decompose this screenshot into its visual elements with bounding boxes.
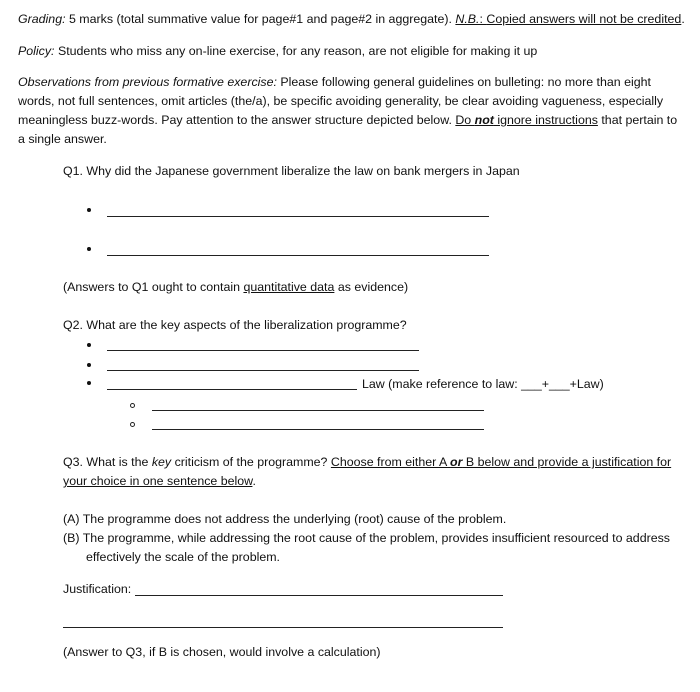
observations-text: Please following general guidelines on bulleting: no more than eight words, not full sentences, omit articles (the/a), be specific avoiding generality, be clear avoiding vagueness, especially meaningless buzz-words. Pay attention to the answer structure depicted below. [18, 75, 664, 127]
justification-line-1[interactable] [135, 595, 503, 596]
grading-line [18, 11, 685, 27]
q3-choose-end: B below and provide a justification for your choice in one sentence below [63, 455, 672, 488]
bullet-icon [87, 343, 91, 347]
q1-note [63, 279, 408, 295]
bullet-icon [87, 381, 91, 385]
q3-prefix: Q3. What is the [63, 455, 152, 469]
justification-label: Justification: [63, 582, 132, 596]
q2-answer-line-2[interactable] [107, 370, 419, 371]
observations-label: Observations from previous formative exercise: [18, 75, 277, 89]
grading-end: . [681, 12, 685, 26]
q2-question: Q2. What are the key aspects of the liberalization programme? [63, 318, 407, 332]
q2-sub-answer-line-2[interactable] [152, 429, 484, 430]
policy-text: Students who miss any on-line exercise, for any reason, are not eligible for making it up [54, 44, 538, 58]
justification-line-2[interactable] [63, 627, 503, 628]
grading-text: 5 marks (total summative value for page#1 and page#2 in aggregate). [65, 12, 456, 26]
q3-end: . [252, 474, 256, 488]
q2-answer-line-3[interactable] [107, 389, 357, 390]
nb-colon: : [479, 12, 487, 26]
option-a: (A) The programme does not address the underlying (root) cause of the problem. [63, 512, 507, 526]
q1-note-prefix: (Answers to Q1 ought to contain [63, 280, 244, 294]
q3-choose: Choose from either A [330, 455, 451, 469]
q3-or: or [450, 455, 463, 469]
observations-paragraph [18, 73, 686, 149]
ignore-text: ignore instructions [493, 113, 598, 127]
grading-label: Grading: [18, 12, 66, 26]
q1-note-suffix: as evidence) [334, 280, 409, 294]
policy-line [18, 43, 537, 59]
q2-law-text: Law (make reference to law: ___+___+Law) [362, 377, 604, 391]
q1-question: Q1. Why did the Japanese government liberalize the law on bank mergers in Japan [63, 164, 520, 178]
option-b-line-2: effectively the scale of the problem. [86, 550, 280, 564]
q1-answer-line-1[interactable] [107, 216, 489, 217]
do-text: Do [455, 113, 475, 127]
q3-question [63, 453, 689, 491]
sub-bullet-circle-icon [130, 403, 135, 408]
bullet-icon [87, 363, 91, 367]
policy-label: Policy: [18, 44, 55, 58]
copied-warning: Copied answers will not be credited [486, 12, 682, 26]
bullet-icon [87, 247, 91, 251]
q2-answer-line-1[interactable] [107, 350, 419, 351]
q3-key: key [151, 455, 172, 469]
q3-note: (Answer to Q3, if B is chosen, would involve a calculation) [63, 645, 381, 659]
q1-note-link: quantitative data [243, 280, 335, 294]
q2-sub-answer-line-1[interactable] [152, 410, 484, 411]
observations-text-end: that pertain to a single answer. [18, 113, 678, 146]
q1-answer-line-2[interactable] [107, 255, 489, 256]
sub-bullet-circle-icon [130, 422, 135, 427]
not-text: not [474, 113, 494, 127]
nb-label: N.B. [455, 12, 480, 26]
option-b-line-1: (B) The programme, while addressing the root cause of the problem, provides insufficient resourced to address [63, 531, 670, 545]
q3-middle: criticism of the programme? [171, 455, 331, 469]
bullet-icon [87, 208, 91, 212]
